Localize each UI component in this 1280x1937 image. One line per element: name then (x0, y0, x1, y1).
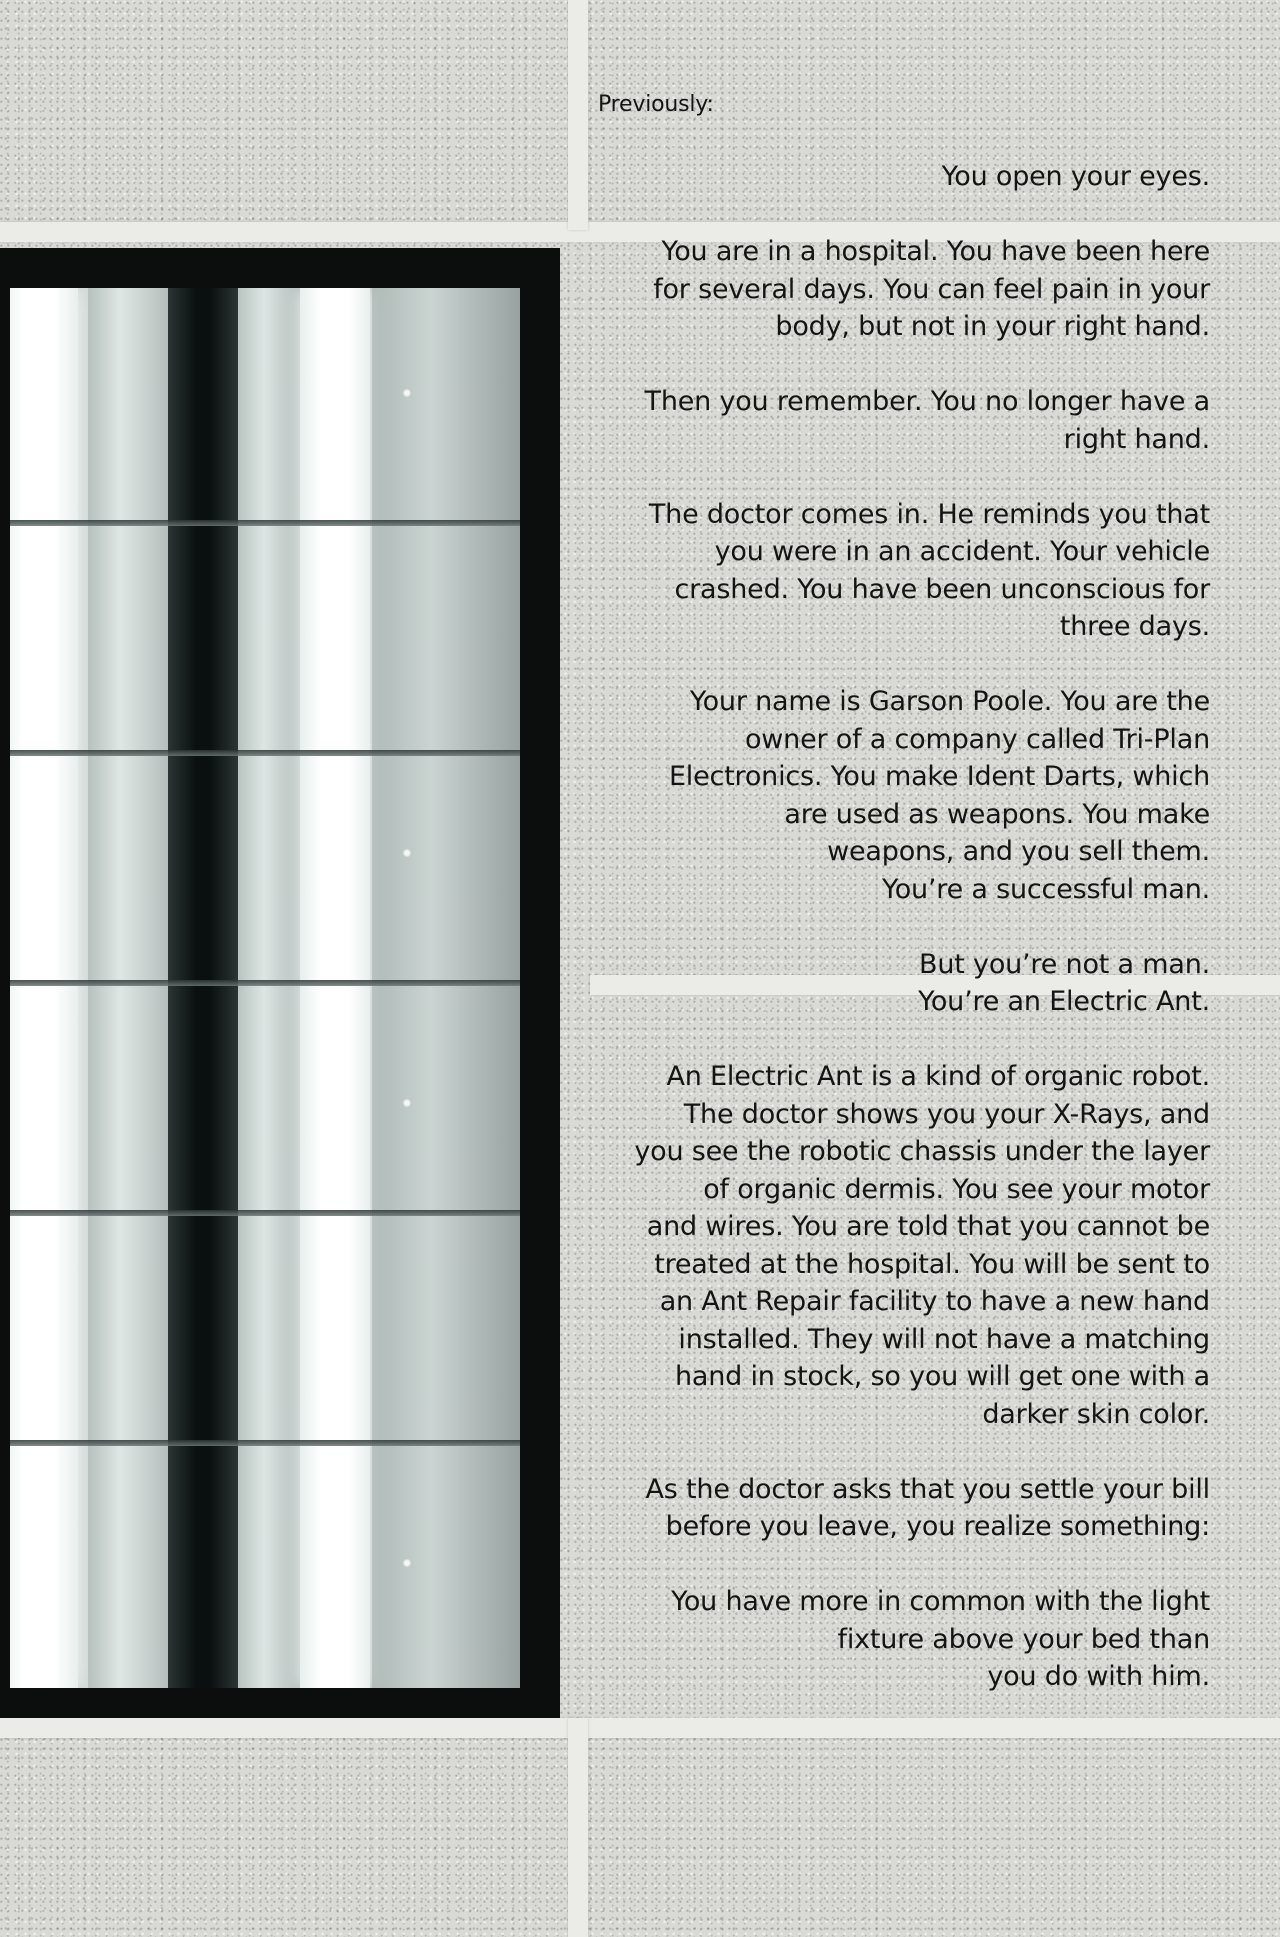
recap-paragraph-3: Then you remember. You no longer have a right hand. (644, 386, 1210, 455)
recap-paragraph-5: Your name is Garson Poole. You are the owner of a company called Tri-Plan Electronics. You make Ident Darts, which are used as weapons. You make weapons, and you sell them. You’re a successful man. (668, 686, 1210, 905)
fixture-grid-rung (10, 1440, 520, 1446)
recap-paragraph-6: But you’re not a man. You’re an Electric Ant. (918, 948, 1210, 1017)
light-fixture-diffuser (10, 288, 520, 1688)
recap-paragraph-9: You have more in common with the light fixture above your bed than you do with him. (671, 1586, 1210, 1692)
fluorescent-tube-right (300, 288, 370, 1688)
fixture-center-bar (168, 288, 238, 1688)
fluorescent-tube-left (10, 288, 78, 1688)
light-fixture (0, 248, 560, 1718)
fixture-screw (402, 1558, 412, 1568)
fixture-screw (402, 388, 412, 398)
recap-paragraph-8: As the doctor asks that you settle your bill before you leave, you realize something: (645, 1473, 1210, 1542)
recap-paragraph-1: You open your eyes. (941, 161, 1210, 192)
fixture-screw (402, 848, 412, 858)
fixture-grid-rung (10, 980, 520, 986)
recap-heading: Previously: (598, 92, 714, 117)
ceiling-seam-vertical-upper (568, 0, 588, 230)
fixture-grid-rung (10, 520, 520, 526)
fixture-grid-rung (10, 750, 520, 756)
fixture-screw (402, 1098, 412, 1108)
recap-paragraph-2: You are in a hospital. You have been here for several days. You can feel pain in your body, but not in your right hand. (653, 236, 1210, 342)
recap-paragraph-4: The doctor comes in. He reminds you that you were in an accident. Your vehicle crashed. You have been unconscious for three days. (648, 498, 1210, 642)
reflector-panel-right (372, 288, 520, 1688)
recap-paragraph-7: An Electric Ant is a kind of organic robot. The doctor shows you your X-Rays, and you see the robotic chassis under the layer of organic dermis. You see your motor and wires. You are told that you cannot be treated at the hospital. You will be sent to an Ant Repair facility to have a new hand installed. They will not have a matching hand in stock, so you will get one with a darker skin color. (634, 1061, 1210, 1430)
recap-text-block (590, 90, 1210, 1733)
ceiling-seam-vertical-lower (568, 1718, 588, 1937)
reflector-panel-left (88, 288, 168, 1688)
reflector-panel-center (238, 288, 303, 1688)
fixture-grid-rung (10, 1210, 520, 1216)
